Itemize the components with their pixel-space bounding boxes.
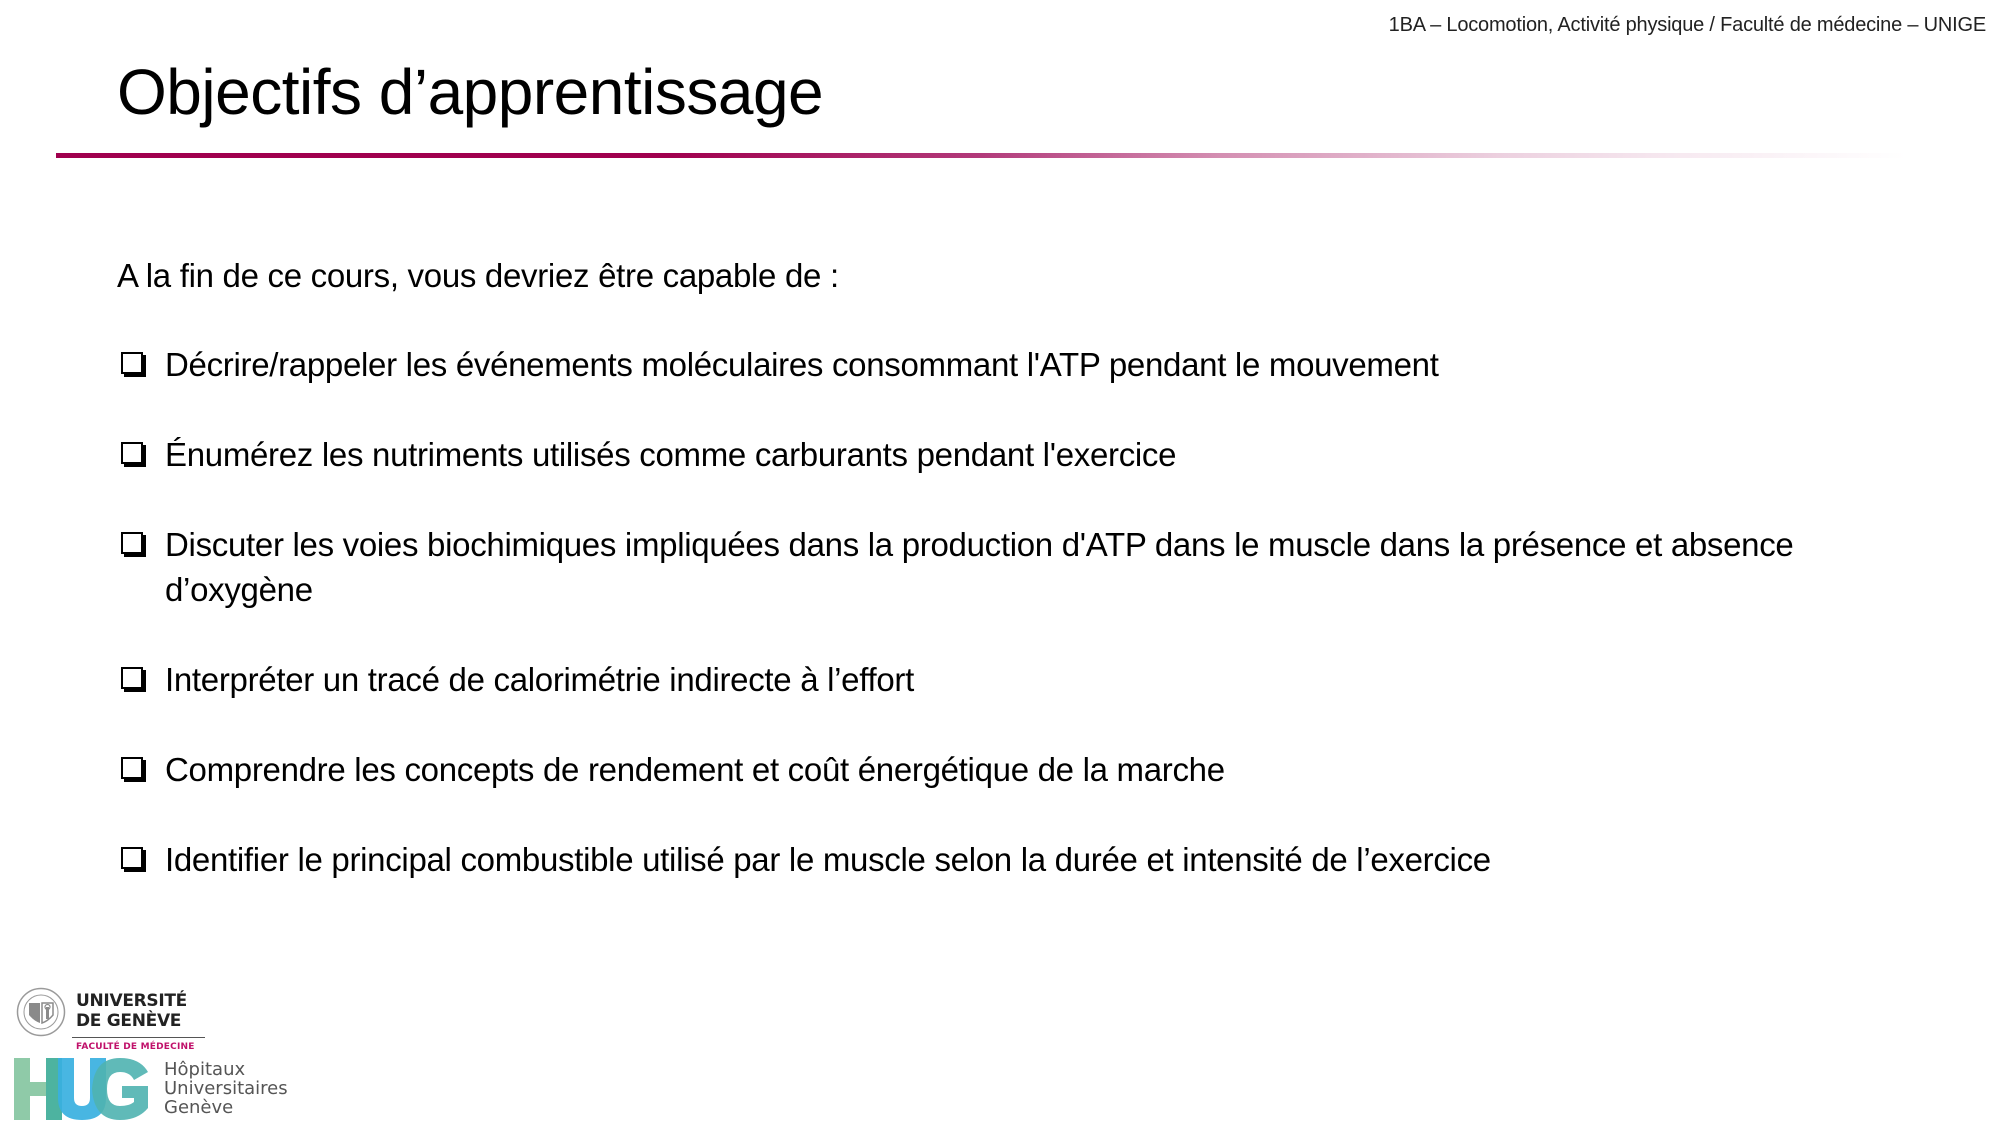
objective-item xyxy=(117,342,1897,387)
objective-item xyxy=(117,747,1897,792)
slide-content xyxy=(117,252,1897,927)
checkbox-icon xyxy=(121,757,143,779)
objective-label: Interpréter un tracé de calorimétrie indirecte à l’effort xyxy=(165,661,914,698)
unige-seal-icon xyxy=(16,987,66,1037)
objective-label: Décrire/rappeler les événements moléculaires consommant l'ATP pendant le mouvement xyxy=(165,346,1439,383)
checkbox-icon xyxy=(121,442,143,464)
objective-item xyxy=(117,657,1897,702)
objective-label: Identifier le principal combustible utilisé par le muscle selon la durée et intensité de l’exercice xyxy=(165,841,1491,878)
intro-text: A la fin de ce cours, vous devriez être capable de : xyxy=(117,257,839,294)
unige-name: UNIVERSITÉ DE GENÈVE xyxy=(76,991,187,1031)
unige-logo xyxy=(14,985,214,1055)
unige-divider xyxy=(72,1037,205,1038)
checkbox-icon xyxy=(121,847,143,869)
objective-label: Comprendre les concepts de rendement et coût énergétique de la marche xyxy=(165,751,1225,788)
slide-title: Objectifs d’apprentissage xyxy=(117,56,824,128)
objective-item xyxy=(117,522,1897,612)
objective-label: Énumérez les nutriments utilisés comme carburants pendant l'exercice xyxy=(165,436,1177,473)
objective-item xyxy=(117,837,1897,882)
checkbox-icon xyxy=(121,352,143,374)
hug-name: Hôpitaux Universitaires Genève xyxy=(164,1059,288,1118)
course-header-note: 1BA – Locomotion, Activité physique / Faculté de médecine – UNIGE xyxy=(1388,14,1986,36)
unige-faculty: FACULTÉ DE MÉDECINE xyxy=(76,1042,195,1052)
hug-logo xyxy=(14,1058,314,1120)
footer-logos xyxy=(14,985,314,1125)
title-divider xyxy=(56,153,1906,158)
objectives-list xyxy=(117,342,1897,882)
objective-label: Discuter les voies biochimiques impliquées dans la production d'ATP dans le muscle dans la présence et absence d’oxygène xyxy=(165,526,1794,608)
objective-item xyxy=(117,432,1897,477)
checkbox-icon xyxy=(121,667,143,689)
checkbox-icon xyxy=(121,532,143,554)
hug-logo-mark-icon xyxy=(14,1058,149,1120)
